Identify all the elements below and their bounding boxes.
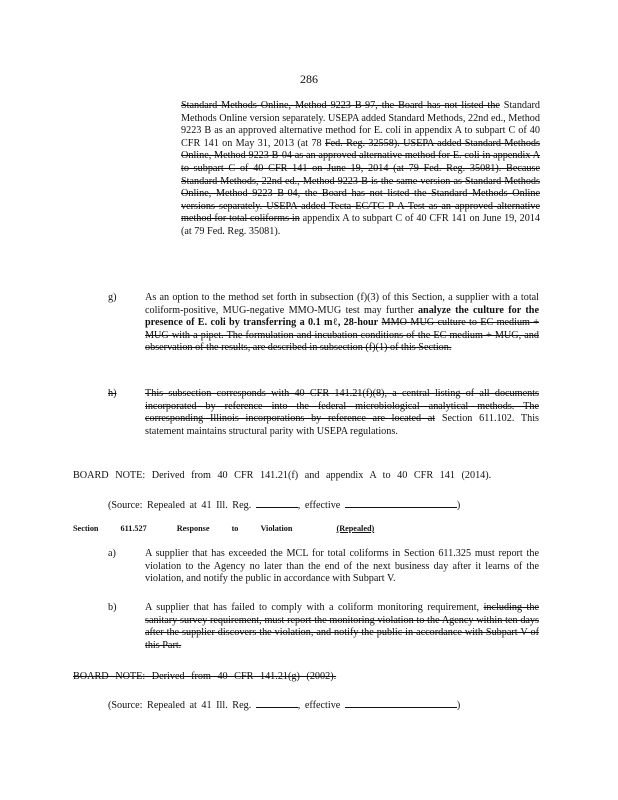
subsection-label-h: h)	[108, 388, 117, 399]
section-title-1: Response	[176, 524, 210, 533]
effective-blank	[345, 497, 457, 508]
text: As an option to the method set forth in subsection (f)(3) of this Section, a supplier with a total coliform-positive, MUG-negative MMO-MUG test may further	[145, 292, 539, 316]
struck-text: including the sanitary survey requirement, must report the monitoring violation to the Agency within ten days after the supplier discovers the violation, and notify the public in accordance with Subpart V of this Part.	[145, 602, 539, 651]
text: Section 611.102. This statement maintains structural parity with USEPA regulations.	[145, 413, 540, 437]
struck-text: This subsection corresponds with 40 CFR 141.21(f)(8), a central listing of all documents incorporated by reference into the federal microbiological analytical methods. The corresponding Illinois incorporations by reference are located at	[145, 388, 539, 425]
section-number: 611.527	[120, 524, 147, 533]
source-line	[108, 697, 460, 713]
subsection-label-g: g)	[108, 292, 117, 303]
date-blank	[256, 497, 298, 508]
text: appendix A to subpart C of 40 CFR 141 on June 19, 2014 (at 79 Fed. Reg. 35081).	[181, 213, 540, 237]
bold-text: analyze the culture for the presence of E. coli by transferring a 0.1 mℓ, 28-hour	[145, 304, 539, 329]
page-number: 286	[300, 72, 318, 86]
subsection-label-a: a)	[108, 548, 116, 559]
section-title-3: Violation	[260, 524, 293, 533]
source-close: )	[456, 700, 461, 711]
source-close: )	[456, 500, 461, 511]
source-middle: , effective	[297, 700, 341, 711]
section-title-2: to	[231, 524, 239, 533]
section-repealed: (Repealed)	[336, 524, 375, 533]
date-blank	[256, 697, 298, 708]
subsection-a-text: A supplier that has exceeded the MCL for total coliforms in Section 611.325 must report the violation to the Agency no later than the end of the next business day after it learns of the violation, and notify the public in accordance with Subpart V.	[145, 548, 539, 585]
section-word: Section	[73, 524, 99, 533]
subsection-label-b: b)	[108, 602, 117, 613]
source-label: (Source: Repealed at 41 Ill. Reg.	[108, 700, 252, 711]
continuation-paragraph	[181, 100, 540, 239]
subsection-b-text	[145, 602, 539, 652]
board-note-struck: BOARD NOTE: Derived from 40 CFR 141.21(g) (2002).	[73, 671, 337, 682]
subsection-h-text	[145, 388, 539, 438]
effective-blank	[345, 697, 457, 708]
text: Standard Methods Online version separately. USEPA added Standard Methods, 22nd ed., Method 9223 B as an approved alternative method for E. coli in appendix A to subpart C of 40 CFR 141 on May 31, 2013 (at 78	[181, 100, 541, 149]
board-note: BOARD NOTE: Derived from 40 CFR 141.21(f) and appendix A to 40 CFR 141 (2014).	[73, 470, 492, 481]
struck-text: MMO-MUG culture to EC medium + MUG with a pipet. The formulation and incubation conditions of the EC medium + MUG, and observation of the results, are described in subsection (f)(1) of this Section.	[145, 317, 540, 354]
source-line	[108, 497, 460, 513]
source-label: (Source: Repealed at 41 Ill. Reg.	[108, 500, 252, 511]
struck-text: Standard Methods Online, Method 9223 B-97, the Board has not listed the	[181, 100, 500, 111]
subsection-g-text	[145, 292, 539, 355]
source-middle: , effective	[297, 500, 341, 511]
struck-text: Fed. Reg. 32558). USEPA added Standard Methods Online, Method 9223 B-04 as an approved alternative method for E. coli in appendix A to subpart C of 40 CFR 141 on June 19, 2014 (at 79 Fed. Reg. 35081). Because Standard Methods, 22nd ed., Method 9223 B is the same version as Standard Methods Online, Method 9223 B-04, the Board has not listed the Standard Methods Online versions separately. USEPA added Tecta EC/TC P-A Test as an approved alternative method for total coliforms in	[181, 137, 540, 225]
text: A supplier that has failed to comply with a coliform monitoring requirement,	[145, 602, 480, 613]
section-heading	[73, 524, 400, 533]
